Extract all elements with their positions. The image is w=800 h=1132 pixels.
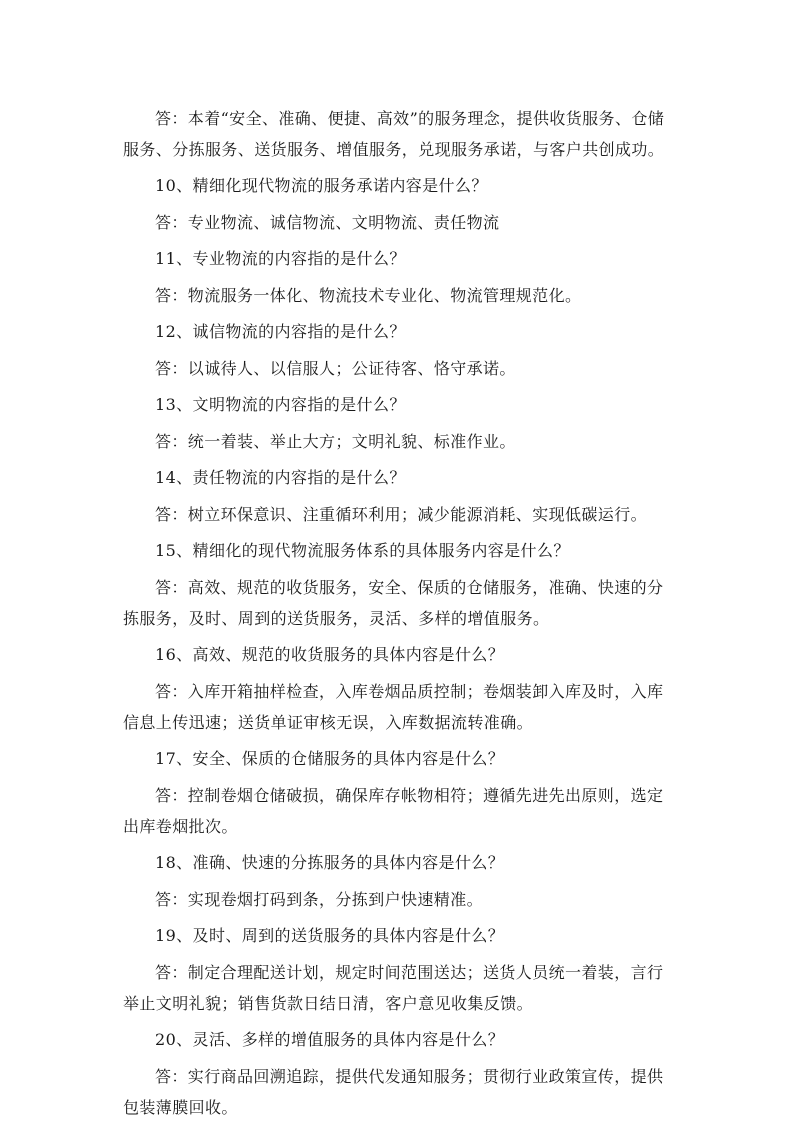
question-paragraph: 13、文明物流的内容指的是什么？: [155, 395, 406, 414]
answer-paragraph: 答：树立环保意识、注重循环利用；减少能源消耗、实现低碳运行。: [155, 505, 648, 524]
question-paragraph: 12、诚信物流的内容指的是什么？: [155, 322, 406, 341]
question-paragraph: 18、准确、快速的分拣服务的具体内容是什么？: [155, 853, 505, 872]
question-paragraph: 11、专业物流的内容指的是什么？: [155, 249, 406, 268]
question-paragraph: 20、灵活、多样的增值服务的具体内容是什么？: [155, 1030, 505, 1049]
answer-paragraph: 答：实现卷烟打码到条，分拣到户快速精准。: [155, 890, 484, 909]
question-paragraph: 14、责任物流的内容指的是什么？: [155, 468, 406, 487]
answer-paragraph: 答：制定合理配送计划，规定时间范围送达；送货人员统一着装，言行举止文明礼貌；销售货款日结日清，客户意见收集反馈。: [123, 963, 664, 1013]
answer-paragraph: 答：统一着装、举止大方；文明礼貌、标准作业。: [155, 432, 516, 451]
answer-paragraph: 答：本着“安全、准确、便捷、高效”的服务理念，提供收货服务、仓储服务、分拣服务、送货服务、增值服务，兑现服务承诺，与客户共创成功。: [123, 109, 665, 159]
answer-paragraph: 答：入库开箱抽样检查，入库卷烟品质控制；卷烟装卸入库及时，入库信息上传迅速；送货单证审核无误，入库数据流转准确。: [123, 682, 664, 732]
answer-paragraph: 答：高效、规范的收货服务，安全、保质的仓储服务，准确、快速的分拣服务，及时、周到的送货服务，灵活、多样的增值服务。: [123, 578, 664, 628]
question-paragraph: 19、及时、周到的送货服务的具体内容是什么？: [155, 926, 505, 945]
answer-paragraph: 答：专业物流、诚信物流、文明物流、责任物流: [155, 213, 500, 232]
answer-paragraph: 答：实行商品回溯追踪，提供代发通知服务；贯彻行业政策宣传，提供包装薄膜回收。: [123, 1067, 664, 1117]
question-paragraph: 16、高效、规范的收货服务的具体内容是什么？: [155, 645, 505, 664]
answer-paragraph: 答：控制卷烟仓储破损，确保库存帐物相符；遵循先进先出原则，选定出库卷烟批次。: [123, 786, 664, 836]
answer-paragraph: 答：物流服务一体化、物流技术专业化、物流管理规范化。: [155, 286, 582, 305]
document-body: [123, 103, 679, 1128]
question-paragraph: 10、精细化现代物流的服务承诺内容是什么？: [155, 176, 488, 195]
question-paragraph: 15、精细化的现代物流服务体系的具体服务内容是什么？: [155, 541, 570, 560]
answer-paragraph: 答：以诚待人、以信服人；公证待客、恪守承诺。: [155, 359, 516, 378]
question-paragraph: 17、安全、保质的仓储服务的具体内容是什么？: [155, 749, 505, 768]
